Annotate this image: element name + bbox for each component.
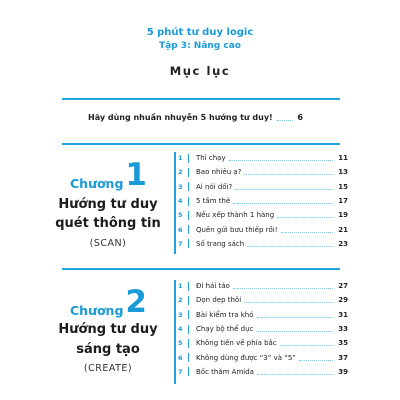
entry-page: 37 [338, 353, 348, 362]
entry-page: 19 [338, 211, 348, 220]
chapter1-vertical-bar [174, 152, 176, 254]
entry-number: 5 [178, 211, 183, 220]
entry-title: Quên gửi bưu thiếp rồi! [196, 225, 278, 234]
list-item[interactable] [178, 180, 348, 194]
entry-title: Thì chạy [196, 154, 226, 163]
entry-page: 11 [338, 154, 348, 163]
entry-number: 6 [178, 353, 183, 362]
chapter2-label: Chương [70, 303, 124, 318]
entry-page: 29 [338, 296, 348, 305]
entry-separator [188, 282, 189, 291]
entry-title: Đi hái táo [196, 282, 230, 291]
chapter1-subtitle: (SCAN) [89, 238, 127, 249]
entry-number: 4 [178, 197, 183, 206]
entry-page: 35 [338, 339, 348, 348]
entry-page: 15 [338, 182, 348, 191]
list-item[interactable] [178, 365, 348, 379]
chapter2-entry-list [178, 279, 348, 379]
entry-title: Số trang sách [196, 239, 245, 248]
entry-title: Bài kiểm tra khó [196, 310, 254, 319]
leader-dots [299, 355, 333, 361]
leader-dots [257, 312, 333, 318]
entry-number: 5 [178, 339, 183, 348]
entry-title: 5 tấm thẻ [196, 197, 231, 206]
list-item[interactable] [178, 350, 348, 364]
entry-title: Chạy bộ thể dục [196, 325, 254, 334]
chapter2-divider [62, 268, 340, 270]
list-item[interactable] [178, 194, 348, 208]
list-item[interactable] [178, 279, 348, 293]
list-item[interactable] [178, 222, 348, 236]
entry-separator [188, 239, 189, 248]
entry-separator [188, 211, 189, 220]
leader-dots [244, 169, 333, 175]
entry-separator [188, 353, 189, 362]
entry-separator [188, 168, 189, 177]
entry-page: 21 [338, 225, 348, 234]
entry-number: 3 [178, 182, 183, 191]
chapter1-divider [62, 143, 340, 145]
leader-dots [233, 283, 333, 289]
intro-leader-dots [277, 115, 294, 121]
entry-number: 1 [178, 282, 183, 291]
entry-separator [188, 325, 189, 334]
leader-dots [257, 369, 333, 375]
chapter2-heading [70, 284, 147, 320]
entry-page: 17 [338, 197, 348, 206]
entry-separator [188, 197, 189, 206]
entry-number: 4 [178, 325, 183, 334]
leader-dots [277, 212, 333, 218]
entry-page: 27 [338, 282, 348, 291]
chapter2-title-line2: sáng tạo [76, 342, 140, 357]
chapter2-subtitle: (CREATE) [83, 363, 133, 374]
top-divider [62, 98, 340, 100]
entry-page: 23 [338, 239, 348, 248]
list-item[interactable] [178, 208, 348, 222]
chapter1-title-line2: quét thông tin [55, 216, 161, 231]
entry-number: 3 [178, 310, 183, 319]
entry-number: 2 [178, 296, 183, 305]
entry-title: Nếu xếp thành 1 hàng [196, 211, 275, 220]
series-title: 5 phút tư duy logic [146, 27, 254, 38]
entry-title: Ai nói dối? [196, 182, 233, 191]
entry-separator [188, 339, 189, 348]
chapter1-label: Chương [70, 176, 124, 191]
intro-page: 6 [297, 113, 303, 122]
entry-number: 2 [178, 168, 183, 177]
toc-title: Mục lục [169, 64, 231, 78]
leader-dots [281, 227, 333, 233]
entry-separator [188, 154, 189, 163]
chapter1-heading [70, 157, 147, 193]
entry-separator [188, 225, 189, 234]
entry-number: 1 [178, 154, 183, 163]
chapter1-entry-list [178, 151, 348, 251]
leader-dots [233, 198, 333, 204]
entry-title: Không tiến về phía bắc [196, 339, 277, 348]
chapter2-number: 2 [125, 284, 147, 320]
entry-separator [188, 310, 189, 319]
leader-dots [229, 155, 333, 161]
volume-title: Tập 3: Nâng cao [159, 41, 241, 51]
leader-dots [244, 297, 333, 303]
entry-number: 6 [178, 225, 183, 234]
entry-page: 39 [338, 367, 348, 376]
leader-dots [247, 241, 333, 247]
entry-number: 7 [178, 367, 183, 376]
entry-separator [188, 182, 189, 191]
entry-title: Không dùng được “3” và “5” [196, 353, 296, 362]
chapter1-title-line1: Hướng tư duy [58, 197, 158, 212]
leader-dots [256, 326, 333, 332]
chapter2-title-line1: Hướng tư duy [58, 322, 158, 337]
list-item[interactable] [178, 237, 348, 251]
entry-title: Bốc thăm Amida [196, 367, 254, 376]
intro-text: Hãy dùng nhuần nhuyễn 5 hướng tư duy! [88, 113, 273, 122]
chapter1-number: 1 [125, 157, 147, 193]
entry-number: 7 [178, 239, 183, 248]
entry-title: Dọn dẹp thôi [196, 296, 242, 305]
entry-page: 33 [338, 325, 348, 334]
list-item[interactable] [178, 322, 348, 336]
entry-title: Bao nhiêu ạ? [196, 168, 242, 177]
intro-entry[interactable] [88, 113, 303, 122]
list-item[interactable] [178, 151, 348, 165]
list-item[interactable] [178, 165, 348, 179]
entry-page: 31 [338, 310, 348, 319]
list-item[interactable] [178, 293, 348, 307]
entry-separator [188, 296, 189, 305]
list-item[interactable] [178, 336, 348, 350]
entry-separator [188, 367, 189, 376]
chapter2-vertical-bar [174, 280, 176, 384]
leader-dots [280, 340, 333, 346]
entry-page: 13 [338, 168, 348, 177]
leader-dots [235, 184, 333, 190]
list-item[interactable] [178, 308, 348, 322]
